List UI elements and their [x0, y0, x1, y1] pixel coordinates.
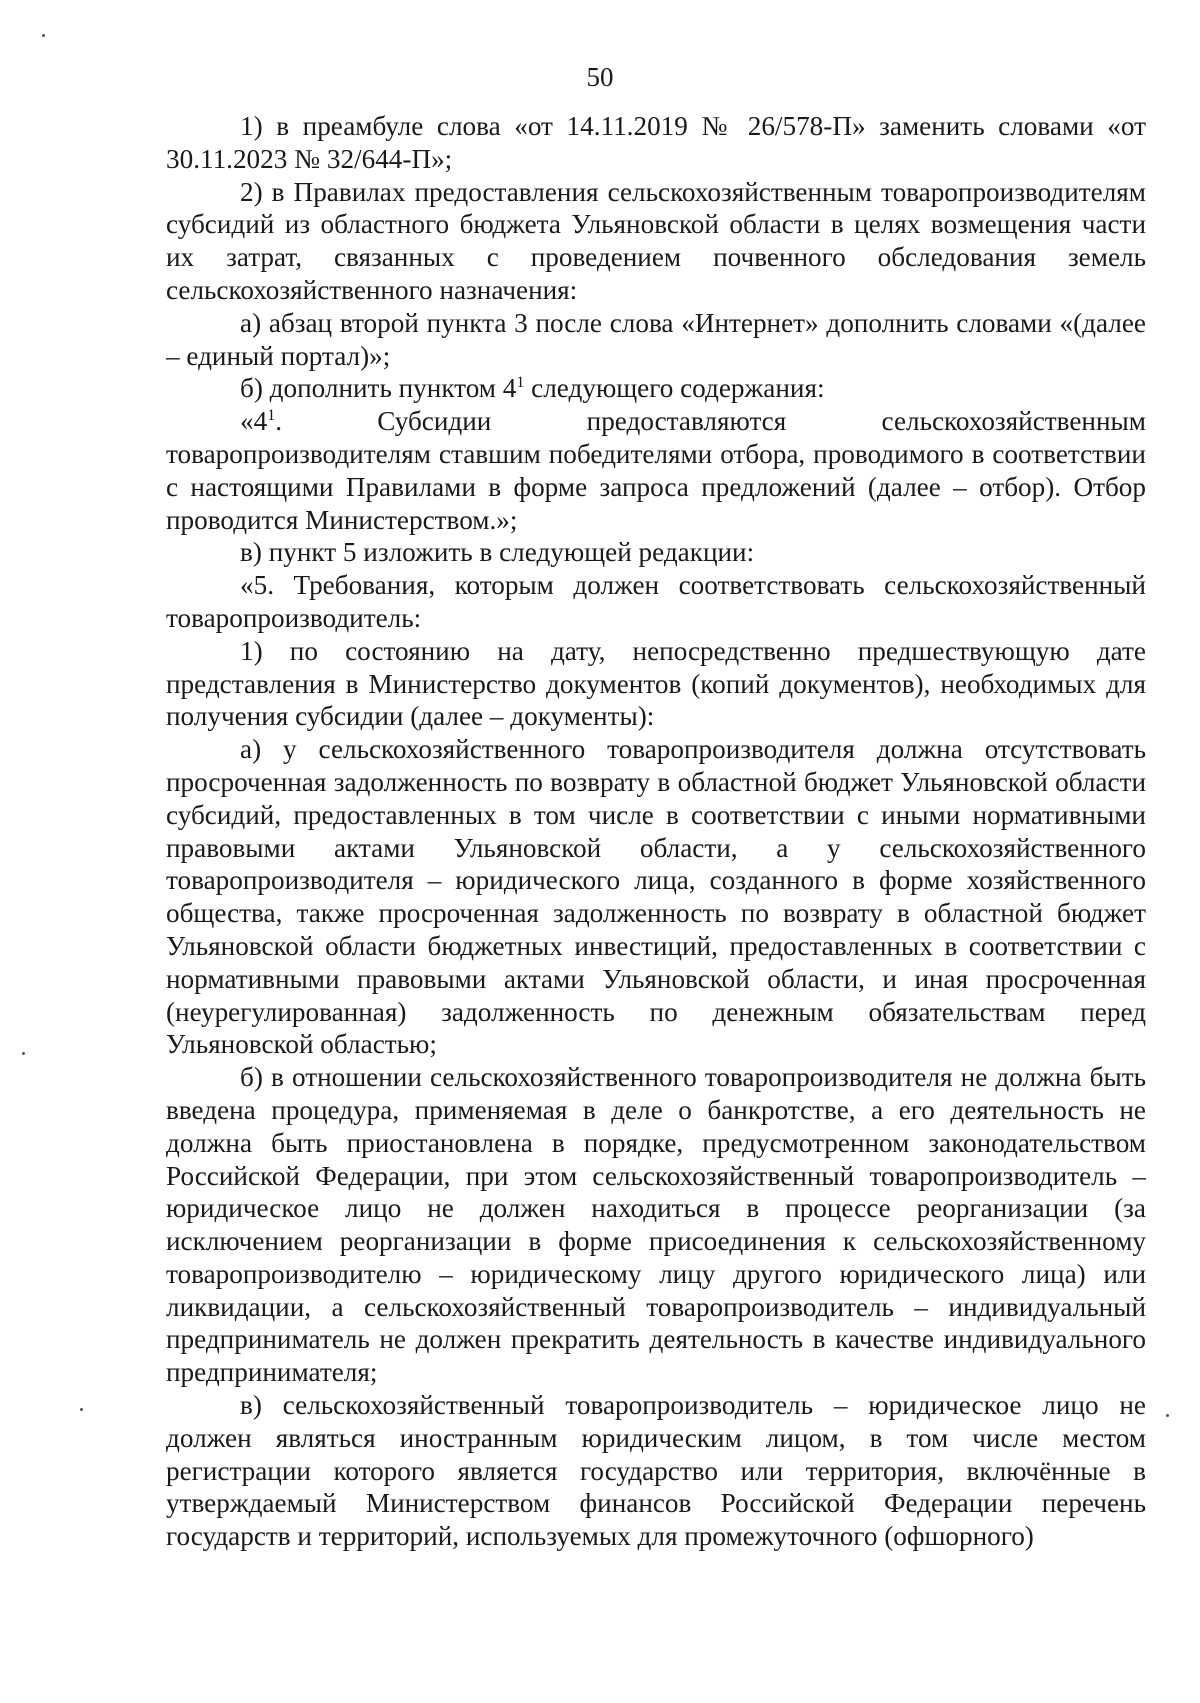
- paragraph: 1) в преамбуле слова «от 14.11.2019 № 26/578-П» заменить словами «от 30.11.2023 № 32/644-П»;: [166, 111, 1146, 174]
- scan-speck: [80, 1408, 83, 1411]
- scan-speck: [42, 34, 45, 37]
- scan-speck: [22, 1052, 25, 1055]
- paragraph: 1) по состоянию на дату, непосредственно предшествующую дате представления в Министерство документов (копий документов), необходимых для получения субсидии (далее – документы):: [166, 635, 1146, 732]
- superscript: 1: [516, 374, 525, 392]
- paragraph: [166, 405, 1146, 536]
- paragraph: б) в отношении сельскохозяйственного товаропроизводителя не должна быть введена процедура, применяемая в деле о банкротстве, а его деятельность не должна быть приостановлена в порядке, предусмотренном законодательством Российской Федерации, при этом сельскохозяйственный товаропроизводитель – юридическое лицо не должен находиться в процессе реорганизации (за исключением реорганизации в форме присоединения к сельскохозяйственному товаропроизводителю – юридическому лицу другого юридического лица) или ликвидации, а сельскохозяйственный товаропроизводитель – индивидуальный предприниматель не должен прекратить деятельность в качестве индивидуального предпринимателя;: [166, 1062, 1146, 1388]
- paragraph: а) абзац второй пункта 3 после слова «Интернет» дополнить словами «(далее – единый портал)»;: [166, 307, 1146, 371]
- page-number: 50: [586, 62, 614, 92]
- paragraph: в) сельскохозяйственный товаропроизводитель – юридическое лицо не должен являться иностранным юридическим лицом, в том числе местом регистрации которого является государство или территория, включённые в утверждаемый Министерством финансов Российской Федерации перечень государств и территорий, используемых для промежуточного (офшорного): [166, 1390, 1146, 1552]
- paragraph: «5. Требования, которым должен соответствовать сельскохозяйственный товаропроизводитель:: [166, 570, 1146, 633]
- paragraph: а) у сельскохозяйственного товаропроизводителя должна отсутствовать просроченная задолженность по возврату в областной бюджет Ульяновской области субсидий, предоставленных в том числе в соответствии с иными нормативными правовыми актами Ульяновской области, а у сельскохозяйственного товаропроизводителя – юридического лица, созданного в форме хозяйственного общества, также просроченная задолженность по возврату в областной бюджет Ульяновской области бюджетных инвестиций, предоставленных в соответствии с нормативными правовыми актами Ульяновской области, и иная просроченная (неурегулированная) задолженность по денежным обязательствам перед Ульяновской областью;: [166, 734, 1146, 1060]
- paragraph-text: . Субсидии предоставляются сельскохозяйственным товаропроизводителям ставшим победителями отбора, проводимого в соответствии с настоящими Правилами в форме запроса предложений (далее – отбор). Отбор проводится Министерством.»;: [166, 406, 1146, 535]
- paragraph-text: «4: [240, 406, 268, 437]
- document-body: [166, 110, 1146, 1553]
- paragraph: в) пункт 5 изложить в следующей редакции:: [240, 537, 755, 568]
- scan-speck: [1166, 1414, 1169, 1417]
- paragraph: 2) в Правилах предоставления сельскохозяйственным товаропроизводителям субсидий из областного бюджета Ульяновской области в целях возмещения части их затрат, связанных с проведением почвенного обследования земель сельскохозяйственного назначения:: [166, 176, 1146, 305]
- paragraph-text: б) дополнить пунктом 4: [240, 373, 517, 404]
- paragraph: [166, 372, 1146, 405]
- paragraph-text: следующего содержания:: [524, 373, 825, 404]
- superscript: 1: [267, 407, 276, 425]
